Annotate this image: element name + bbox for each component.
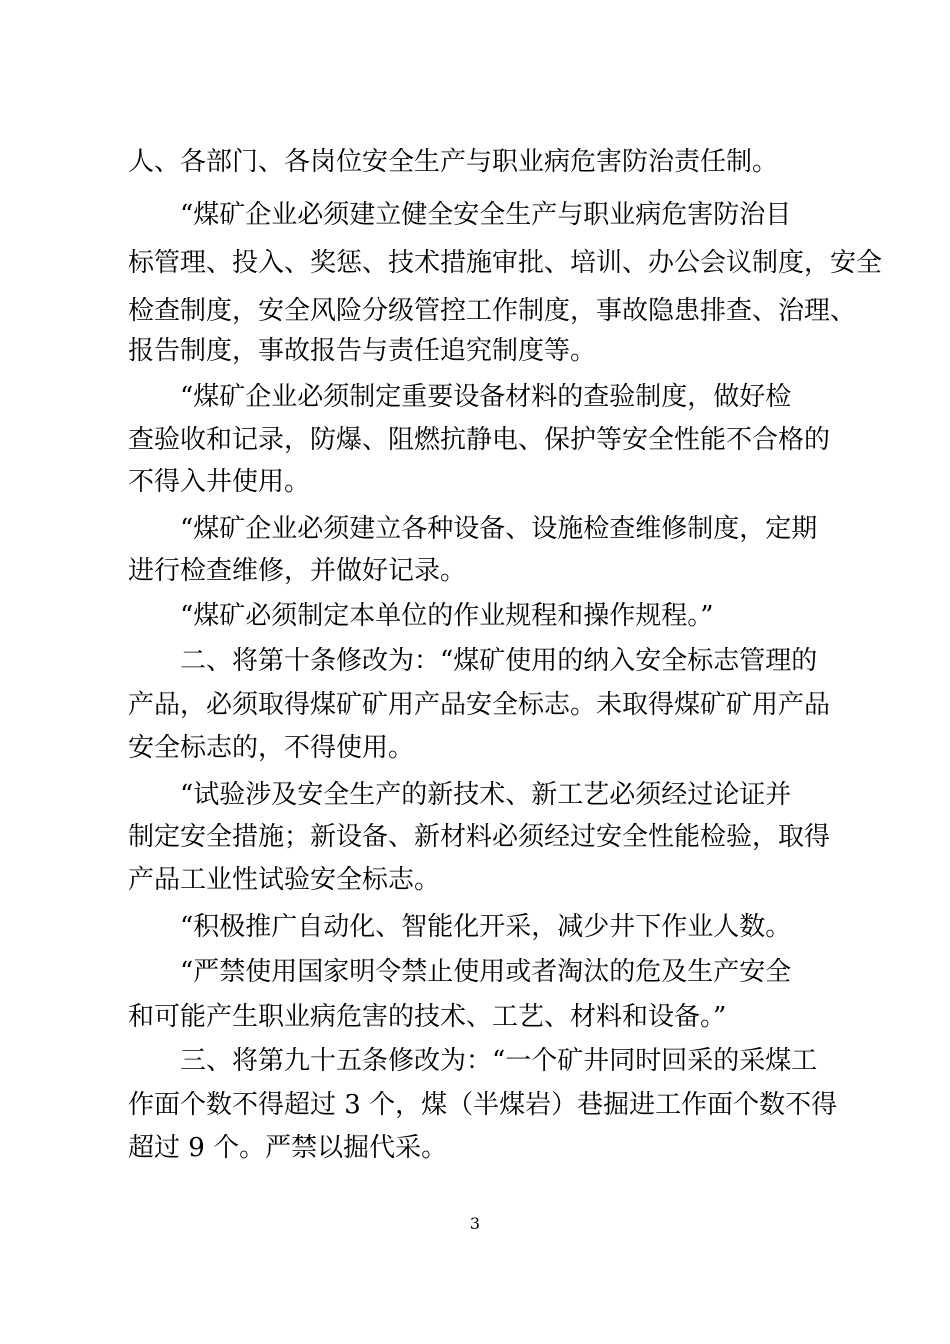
text-line: 查验收和记录，防爆、阻燃抗静电、保护等安全性能不合格的 [128,425,831,455]
text-line: “严禁使用国家明令禁止使用或者淘汰的危及生产安全 [180,957,792,987]
text-line: 检查制度，安全风险分级管控工作制度，事故隐患排查、治理、 [128,296,857,326]
text-line: 和可能产生职业病危害的技术、工艺、材料和设备。” [128,1002,727,1032]
text-line: 三、将第九十五条修改为：“一个矿井同时回采的采煤工 [180,1046,818,1076]
text-line: “试验涉及安全生产的新技术、新工艺必须经过论证并 [180,780,792,810]
text-line: 安全标志的，不得使用。 [128,733,415,763]
text-line: “煤矿必须制定本单位的作业规程和操作规程。” [180,601,714,631]
text-line: 标管理、投入、奖惩、技术措施审批、培训、办公会议制度，安全 [128,248,883,278]
text-line: 进行检查维修，并做好记录。 [128,556,467,586]
text-line: 产品，必须取得煤矿矿用产品安全标志。未取得煤矿矿用产品 [128,690,831,720]
text-line: “煤矿企业必须建立各种设备、设施检查维修制度，定期 [180,514,818,544]
text-line: 制定安全措施；新设备、新材料必须经过安全性能检验，取得 [128,822,831,852]
text-line: 不得入井使用。 [128,467,311,497]
text-line: 超过 9 个。严禁以掘代采。 [128,1133,448,1163]
text-line: 作面个数不得超过 3 个，煤（半煤岩）巷掘进工作面个数不得 [128,1090,838,1120]
text-line: 二、将第十条修改为：“煤矿使用的纳入安全标志管理的 [180,646,818,676]
text-line: 产品工业性试验安全标志。 [128,865,441,895]
text-line: “积极推广自动化、智能化开采，减少井下作业人数。 [180,912,792,942]
text-line: “煤矿企业必须制定重要设备材料的查验制度，做好检 [180,382,792,412]
page-number: 3 [469,1214,481,1233]
text-line: 人、各部门、各岗位安全生产与职业病危害防治责任制。 [128,147,779,177]
text-line: “煤矿企业必须建立健全安全生产与职业病危害防治目 [180,200,792,230]
text-line: 报告制度，事故报告与责任追究制度等。 [128,336,597,366]
